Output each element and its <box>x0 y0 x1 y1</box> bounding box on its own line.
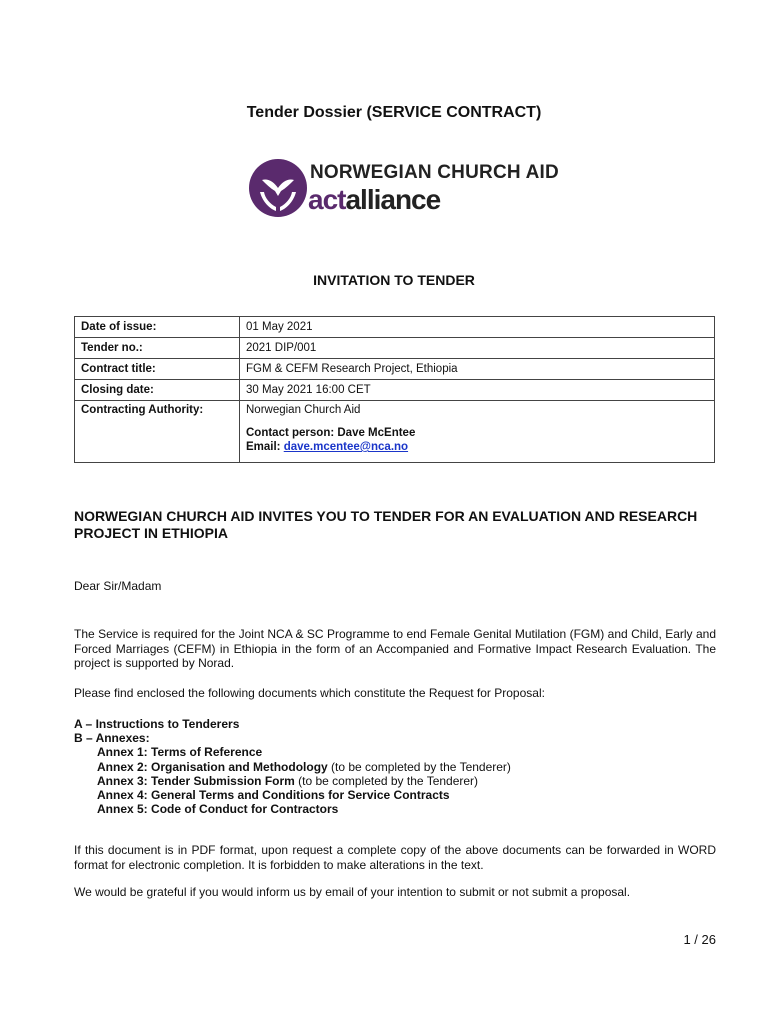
email-label: Email: <box>246 441 284 453</box>
row-label: Tender no.: <box>75 338 240 359</box>
pdf-format-paragraph: If this document is in PDF format, upon request a complete copy of the above documents can be forwarded in WORD format for electronic completion. It is forbidden to make alterations in the text. <box>74 843 716 872</box>
logo-act-prefix: act <box>308 184 346 215</box>
annex-number: Annex 2: <box>97 759 148 774</box>
table-row <box>75 338 715 359</box>
list-item <box>74 774 511 788</box>
list-item <box>74 745 511 759</box>
row-value: 30 May 2021 16:00 CET <box>240 380 715 401</box>
row-value: 01 May 2021 <box>240 317 715 338</box>
annex-number: Annex 5: <box>97 802 148 817</box>
dove-hands-emblem-icon <box>248 158 308 218</box>
document-title: Tender Dossier (SERVICE CONTRACT) <box>246 104 542 121</box>
tender-info-table <box>74 316 715 463</box>
service-paragraph: The Service is required for the Joint NCA & SC Programme to end Female Genital Mutilation (FGM) and Child, Early and Forced Marriages (CEFM) in Ethiopia in the form of an Accompanied and Formative Impact Research Evaluation. The project is supported by Norad. <box>74 627 716 670</box>
list-item: A – Instructions to Tenderers <box>74 717 240 731</box>
logo-act-suffix: alliance <box>345 184 441 215</box>
email-link[interactable]: dave.mcentee@nca.no <box>283 441 409 453</box>
annex-title: General Terms and Conditions for Service Contracts <box>151 788 450 803</box>
contact-person: Contact person: Dave McEntee <box>246 427 416 439</box>
row-label: Closing date: <box>75 380 240 401</box>
annex-number: Annex 4: <box>97 788 148 803</box>
annex-note: (to be completed by the Tenderer) <box>294 773 479 788</box>
annex-title: Code of Conduct for Contractors <box>151 802 339 817</box>
row-label: Date of issue: <box>75 317 240 338</box>
row-label: Contract title: <box>75 359 240 380</box>
list-item <box>74 788 511 802</box>
row-value: 2021 DIP/001 <box>240 338 715 359</box>
contact-email-line <box>246 440 708 454</box>
logo-actalliance <box>308 184 440 216</box>
annex-number: Annex 1: <box>97 745 148 760</box>
contact-block <box>246 426 708 454</box>
nca-logo <box>248 158 559 220</box>
documents-list <box>74 717 511 816</box>
authority-value: Norwegian Church Aid <box>246 404 361 416</box>
list-item <box>74 802 511 816</box>
table-row <box>75 317 715 338</box>
annex-title: Tender Submission Form <box>151 773 295 788</box>
list-item: B – Annexes: <box>74 731 150 746</box>
row-value: FGM & CEFM Research Project, Ethiopia <box>240 359 715 380</box>
annex-number: Annex 3: <box>97 773 148 788</box>
annex-title: Terms of Reference <box>151 745 263 760</box>
annex-note: (to be completed by the Tenderer) <box>327 759 511 774</box>
page-number: 1 / 26 <box>683 932 716 947</box>
table-row <box>75 380 715 401</box>
row-label: Contracting Authority: <box>75 401 240 463</box>
table-row <box>75 401 715 463</box>
enclosed-paragraph: Please find enclosed the following documents which constitute the Request for Proposal: <box>74 686 545 700</box>
logo-org-name: NORWEGIAN CHURCH AID <box>310 162 559 183</box>
main-heading: NORWEGIAN CHURCH AID INVITES YOU TO TENDER FOR AN EVALUATION AND RESEARCH PROJECT IN ETHIOPIA <box>74 508 698 541</box>
closing-paragraph: We would be grateful if you would inform us by email of your intention to submit or not submit a proposal. <box>74 885 631 899</box>
authority-cell <box>240 401 715 463</box>
list-item <box>74 760 511 774</box>
invitation-heading: INVITATION TO TENDER <box>313 272 475 288</box>
table-row <box>75 359 715 380</box>
annex-title: Organisation and Methodology <box>151 759 328 774</box>
salutation: Dear Sir/Madam <box>74 579 162 593</box>
